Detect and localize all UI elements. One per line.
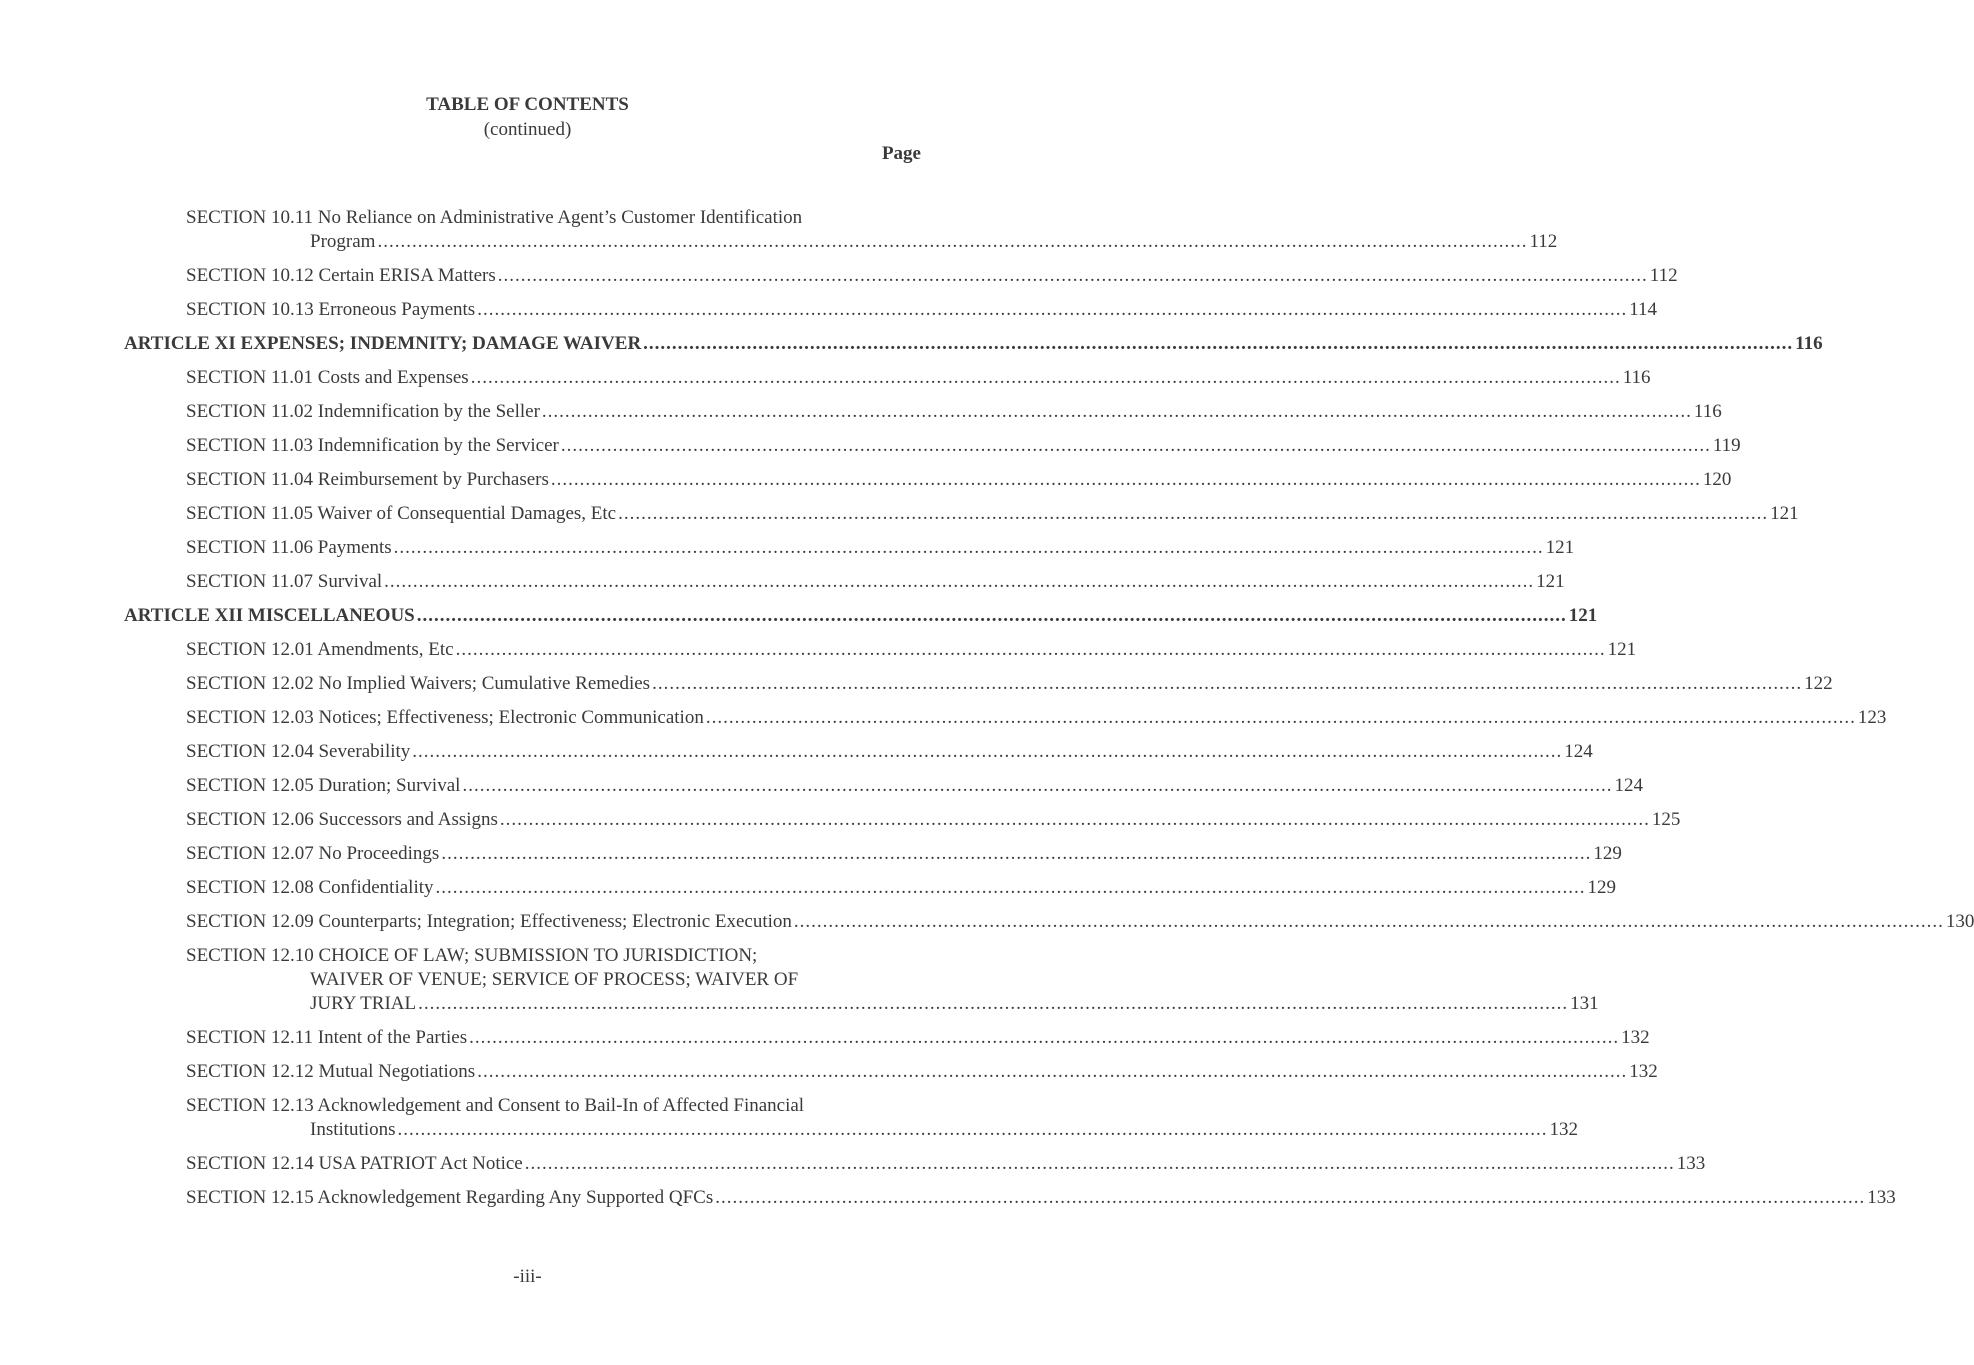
toc-entry-page: 121 — [1568, 605, 1598, 626]
leader-dots — [618, 502, 1768, 526]
toc-section-entry — [124, 774, 1643, 798]
toc-entry-page: 121 — [1536, 571, 1565, 592]
leader-dots — [384, 570, 1534, 594]
toc-entry-page: 121 — [1607, 639, 1637, 660]
toc-entry-label: SECTION 12.14 USA PATRIOT Act Notice — [186, 1153, 523, 1174]
toc-section-entry — [124, 298, 1657, 322]
toc-section-entry — [124, 706, 1887, 730]
toc-entry-label: SECTION 11.07 Survival — [186, 571, 383, 592]
toc-entry-page: 122 — [1804, 673, 1833, 694]
toc-entry-last-line — [186, 434, 1741, 458]
toc-subtitle: (continued) — [483, 119, 572, 140]
toc-section-entry — [124, 1152, 1706, 1176]
toc-entry-label: SECTION 12.07 No Proceedings — [186, 843, 440, 864]
leader-dots — [561, 434, 1711, 458]
toc-entry-last-line — [186, 638, 1637, 662]
toc-entry-page: 133 — [1867, 1187, 1896, 1208]
toc-entry-page: 131 — [1570, 993, 1599, 1014]
toc-section-entry — [124, 1186, 1896, 1210]
toc-entry-page: 124 — [1614, 775, 1643, 796]
toc-section-entry — [124, 468, 1732, 492]
toc-entry-last-line — [186, 1118, 1579, 1142]
toc-entry-label: Program — [310, 231, 376, 252]
toc-entry-label: SECTION 12.06 Successors and Assigns — [186, 809, 498, 830]
leader-dots — [418, 993, 1568, 1014]
toc-section-entry — [124, 206, 1558, 254]
toc-entry-page: 133 — [1676, 1153, 1706, 1174]
toc-entry-page: 129 — [1593, 843, 1622, 864]
toc-section-entry — [124, 638, 1637, 662]
toc-entry-last-line — [186, 808, 1681, 832]
toc-entry-page: 129 — [1587, 877, 1617, 898]
toc-entry-last-line — [186, 910, 1974, 934]
toc-entry-last-line — [186, 1186, 1896, 1210]
toc-entry-page: 121 — [1545, 537, 1575, 558]
leader-dots — [477, 1060, 1627, 1084]
toc-entry-page: 116 — [1622, 367, 1651, 388]
toc-entry-label: Institutions — [310, 1119, 396, 1140]
toc-section-entry — [124, 366, 1651, 390]
toc-entry-page: 116 — [1693, 401, 1722, 422]
leader-dots — [436, 876, 1586, 900]
toc-article-entry — [124, 604, 1598, 628]
leader-dots — [462, 774, 1612, 798]
toc-entry-page: 125 — [1651, 809, 1681, 830]
leader-dots — [412, 740, 1562, 764]
toc-entry-page: 112 — [1529, 231, 1558, 252]
toc-section-entry — [124, 536, 1575, 560]
toc-entry-page: 121 — [1770, 503, 1799, 524]
toc-entry-label: SECTION 11.03 Indemnification by the Servicer — [186, 435, 559, 456]
leader-dots — [377, 231, 1527, 252]
toc-entry-page: 130 — [1945, 911, 1974, 932]
toc-entry-last-line — [186, 536, 1575, 560]
toc-entry-last-line — [186, 298, 1657, 322]
toc-entry-label: SECTION 11.01 Costs and Expenses — [186, 367, 469, 388]
toc-entry-page: 123 — [1857, 707, 1887, 728]
page-column-label: Page — [881, 143, 921, 164]
toc-entry-label: SECTION 12.04 Severability — [186, 741, 411, 762]
toc-entry-page: 114 — [1629, 299, 1657, 320]
toc-entry-label: JURY TRIAL — [310, 993, 417, 1014]
toc-section-entry — [124, 1060, 1658, 1084]
toc-entry-last-line — [186, 366, 1651, 390]
toc-entry-label: SECTION 12.11 Intent of the Parties — [186, 1027, 468, 1048]
toc-entry-label: SECTION 11.06 Payments — [186, 537, 392, 558]
leader-dots — [441, 842, 1591, 866]
toc-entry-label: SECTION 12.01 Amendments, Etc — [186, 639, 454, 660]
leader-dots — [551, 468, 1701, 492]
toc-list — [124, 206, 1974, 1220]
toc-entry-page: 120 — [1702, 469, 1732, 490]
toc-entry-label: ARTICLE XII MISCELLANEOUS — [124, 605, 415, 626]
toc-entry-label: SECTION 10.13 Erroneous Payments — [186, 299, 476, 320]
toc-section-entry — [124, 876, 1617, 900]
leader-dots — [477, 298, 1627, 322]
toc-entry-last-line — [186, 876, 1617, 900]
toc-entry-page: 119 — [1712, 435, 1741, 456]
toc-entry-line: SECTION 12.13 Acknowledgement and Consent to Bail-In of Affected Financial — [186, 1095, 805, 1116]
page-number: -iii- — [513, 1266, 542, 1287]
leader-dots — [471, 366, 1621, 390]
toc-section-entry — [124, 434, 1741, 458]
toc-entry-last-line — [186, 264, 1678, 288]
leader-dots — [715, 1186, 1865, 1210]
toc-entry-last-line — [186, 570, 1565, 594]
toc-entry-page: 116 — [1795, 333, 1823, 354]
toc-entry-label: SECTION 12.09 Counterparts; Integration; Effectiveness; Electronic Execution — [186, 911, 792, 932]
toc-entry-last-line — [186, 740, 1593, 764]
toc-entry-label: SECTION 12.02 No Implied Waivers; Cumulative Remedies — [186, 673, 651, 694]
toc-section-entry — [124, 740, 1593, 764]
leader-dots — [456, 638, 1606, 662]
toc-entry-page: 132 — [1621, 1027, 1650, 1048]
toc-title: TABLE OF CONTENTS — [426, 94, 629, 115]
toc-entry-label: SECTION 12.12 Mutual Negotiations — [186, 1061, 476, 1082]
toc-entry-line: WAIVER OF VENUE; SERVICE OF PROCESS; WAIVER OF — [310, 969, 799, 990]
toc-article-entry — [124, 332, 1823, 356]
toc-entry-last-line — [186, 468, 1732, 492]
toc-entry-last-line — [186, 502, 1799, 526]
leader-dots — [498, 264, 1648, 288]
toc-section-entry — [124, 570, 1565, 594]
toc-section-entry — [124, 400, 1722, 424]
toc-entry-label: SECTION 12.08 Confidentiality — [186, 877, 434, 898]
toc-entry-last-line — [186, 774, 1643, 798]
toc-entry-label: SECTION 12.15 Acknowledgement Regarding Any Supported QFCs — [186, 1187, 714, 1208]
toc-entry-last-line — [186, 1026, 1650, 1050]
toc-section-entry — [124, 1094, 1579, 1142]
leader-dots — [706, 706, 1856, 730]
toc-entry-last-line — [186, 1060, 1658, 1084]
leader-dots — [643, 332, 1793, 356]
toc-entry-line: SECTION 12.10 CHOICE OF LAW; SUBMISSION TO JURISDICTION; — [186, 945, 758, 966]
toc-entry-last-line — [186, 400, 1722, 424]
toc-entry-last-line — [186, 1152, 1706, 1176]
toc-section-entry — [124, 502, 1799, 526]
leader-dots — [394, 536, 1544, 560]
toc-entry-page: 124 — [1564, 741, 1593, 762]
toc-entry-last-line — [124, 332, 1823, 356]
leader-dots — [794, 910, 1944, 934]
toc-entry-last-line — [186, 230, 1558, 254]
leader-dots — [525, 1152, 1675, 1176]
toc-entry-label: SECTION 11.05 Waiver of Consequential Damages, Etc — [186, 503, 617, 524]
toc-section-entry — [124, 842, 1622, 866]
toc-entry-label: SECTION 10.12 Certain ERISA Matters — [186, 265, 496, 286]
leader-dots — [500, 808, 1650, 832]
leader-dots — [469, 1026, 1619, 1050]
toc-entry-line: SECTION 10.11 No Reliance on Administrative Agent’s Customer Identification — [186, 207, 803, 228]
toc-entry-page: 112 — [1649, 265, 1678, 286]
toc-entry-last-line — [186, 842, 1622, 866]
toc-section-entry — [124, 1026, 1650, 1050]
toc-section-entry — [124, 944, 1599, 1016]
toc-entry-label: SECTION 12.03 Notices; Effectiveness; Electronic Communication — [186, 707, 704, 728]
toc-entry-last-line — [186, 992, 1599, 1016]
leader-dots — [542, 400, 1692, 424]
toc-section-entry — [124, 264, 1678, 288]
leader-dots — [398, 1119, 1548, 1140]
toc-entry-label: ARTICLE XI EXPENSES; INDEMNITY; DAMAGE WAIVER — [124, 333, 642, 354]
toc-section-entry — [124, 910, 1974, 934]
toc-entry-label: SECTION 12.05 Duration; Survival — [186, 775, 461, 796]
leader-dots — [652, 672, 1802, 696]
toc-entry-last-line — [186, 706, 1887, 730]
toc-section-entry — [124, 808, 1681, 832]
toc-entry-label: SECTION 11.02 Indemnification by the Seller — [186, 401, 540, 422]
toc-entry-page: 132 — [1549, 1119, 1579, 1140]
toc-entry-page: 132 — [1629, 1061, 1658, 1082]
leader-dots — [417, 604, 1567, 628]
toc-entry-label: SECTION 11.04 Reimbursement by Purchasers — [186, 469, 549, 490]
toc-entry-last-line — [186, 672, 1833, 696]
toc-section-entry — [124, 672, 1833, 696]
toc-entry-last-line — [124, 604, 1598, 628]
